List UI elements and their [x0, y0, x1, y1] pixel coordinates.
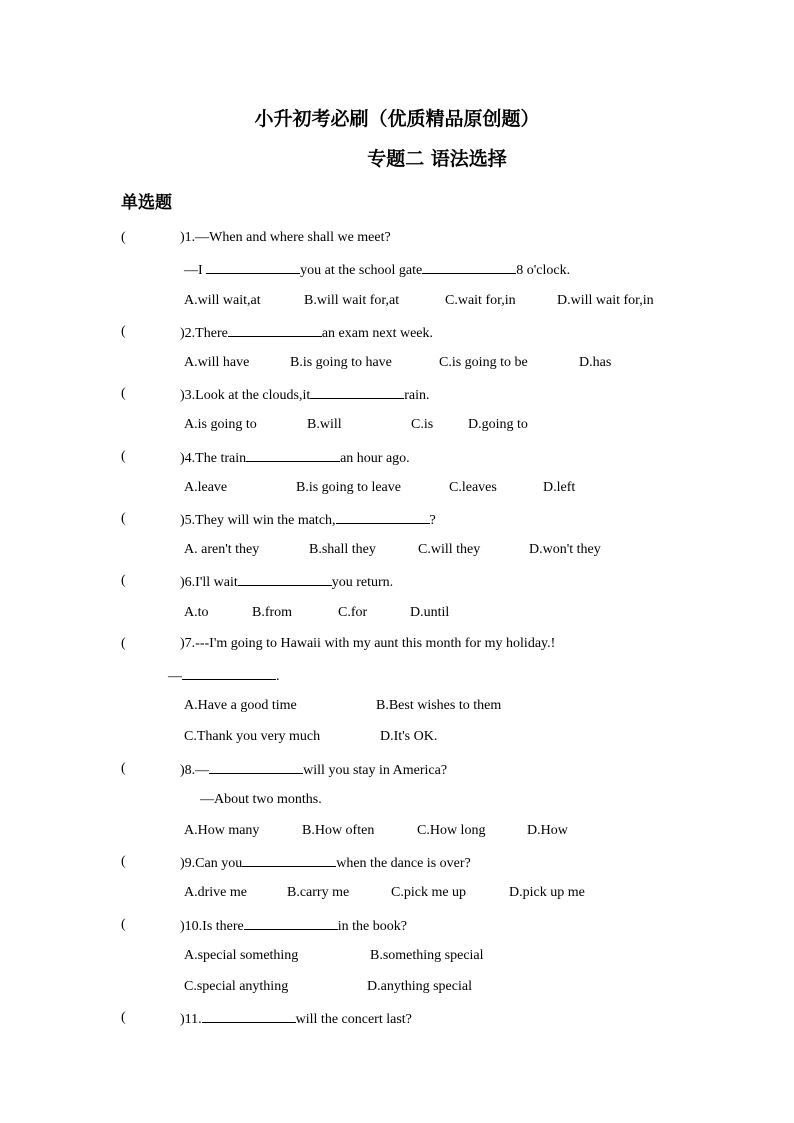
answer-paren-open: (	[121, 573, 126, 588]
option-b[interactable]: B.carry me	[287, 885, 350, 900]
option-c[interactable]: C.for	[338, 605, 368, 620]
section-heading: 单选题	[121, 193, 172, 213]
option-a[interactable]: A.will wait,at	[184, 293, 261, 308]
question-text: )6.I'll wait you return.	[180, 572, 393, 592]
option-d[interactable]: D.anything special	[367, 979, 472, 994]
option-a[interactable]: A. aren't they	[184, 542, 260, 557]
question-line: —I you at the school gate 8 o'clock.	[184, 260, 570, 280]
answer-blank[interactable]	[209, 760, 303, 774]
option-d[interactable]: D.going to	[468, 417, 528, 432]
option-b[interactable]: B.is going to leave	[296, 480, 401, 495]
option-d[interactable]: D.until	[410, 605, 450, 620]
option-c[interactable]: C.Thank you very much	[184, 729, 321, 744]
answer-paren-open: (	[121, 230, 126, 245]
option-a[interactable]: A.drive me	[184, 885, 247, 900]
option-c[interactable]: C.special anything	[184, 979, 289, 994]
option-c[interactable]: C.is going to be	[439, 355, 528, 370]
question-text: )2.There an exam next week.	[180, 323, 433, 343]
question-text: )7.---I'm going to Hawaii with my aunt this month for my holiday.!	[180, 636, 556, 651]
option-a[interactable]: A.is going to	[184, 417, 257, 432]
answer-paren-open: (	[121, 1010, 126, 1025]
option-d[interactable]: D.left	[543, 480, 576, 495]
page-subtitle: 专题二 语法选择	[367, 148, 507, 170]
answer-paren-open: (	[121, 449, 126, 464]
answer-blank[interactable]	[422, 260, 516, 274]
question-line: —About two months.	[200, 792, 322, 807]
answer-paren-open: (	[121, 917, 126, 932]
answer-blank[interactable]	[242, 853, 336, 867]
option-a[interactable]: A.Have a good time	[184, 698, 297, 713]
option-b[interactable]: B.from	[252, 605, 293, 620]
option-d[interactable]: D.How	[527, 823, 568, 838]
option-b[interactable]: B.shall they	[309, 542, 376, 557]
question-text: )5.They will win the match, ?	[180, 510, 436, 530]
option-d[interactable]: D.will wait for,in	[557, 293, 654, 308]
answer-paren-open: (	[121, 511, 126, 526]
question-text: )8.— will you stay in America?	[180, 760, 447, 780]
answer-blank[interactable]	[228, 323, 322, 337]
question-text: )4.The train an hour ago.	[180, 448, 410, 468]
option-c[interactable]: C.will they	[418, 542, 481, 557]
answer-paren-open: (	[121, 324, 126, 339]
option-b[interactable]: B.something special	[370, 948, 484, 963]
answer-blank[interactable]	[182, 666, 276, 680]
answer-blank[interactable]	[206, 260, 300, 274]
question-text: )11. will the concert last?	[180, 1009, 412, 1029]
answer-paren-open: (	[121, 854, 126, 869]
answer-blank[interactable]	[310, 385, 404, 399]
option-a[interactable]: A.special something	[184, 948, 299, 963]
option-b[interactable]: B.How often	[302, 823, 375, 838]
option-d[interactable]: D.It's OK.	[380, 729, 438, 744]
option-b[interactable]: B.is going to have	[290, 355, 392, 370]
question-text: )9.Can you when the dance is over?	[180, 853, 471, 873]
question-line: — .	[168, 666, 280, 686]
answer-paren-open: (	[121, 761, 126, 776]
option-c[interactable]: C.is	[411, 417, 434, 432]
page-title: 小升初考必刷（优质精品原创题）	[254, 108, 540, 130]
option-b[interactable]: B.will	[307, 417, 342, 432]
option-c[interactable]: C.pick me up	[391, 885, 467, 900]
answer-paren-open: (	[121, 386, 126, 401]
answer-blank[interactable]	[202, 1009, 296, 1023]
option-d[interactable]: D.won't they	[529, 542, 601, 557]
option-a[interactable]: A.to	[184, 605, 209, 620]
answer-blank[interactable]	[238, 572, 332, 586]
answer-blank[interactable]	[244, 916, 338, 930]
option-c[interactable]: C.How long	[417, 823, 486, 838]
option-d[interactable]: D.pick up me	[509, 885, 585, 900]
option-d[interactable]: D.has	[579, 355, 612, 370]
option-c[interactable]: C.leaves	[449, 480, 497, 495]
question-text: )10.Is there in the book?	[180, 916, 407, 936]
answer-paren-open: (	[121, 636, 126, 651]
answer-blank[interactable]	[246, 448, 340, 462]
question-text: )3.Look at the clouds,it rain.	[180, 385, 430, 405]
option-a[interactable]: A.will have	[184, 355, 250, 370]
option-a[interactable]: A.How many	[184, 823, 260, 838]
question-text: )1.—When and where shall we meet?	[180, 230, 391, 245]
option-b[interactable]: B.will wait for,at	[304, 293, 400, 308]
option-b[interactable]: B.Best wishes to them	[376, 698, 502, 713]
answer-blank[interactable]	[336, 510, 430, 524]
option-c[interactable]: C.wait for,in	[445, 293, 516, 308]
option-a[interactable]: A.leave	[184, 480, 228, 495]
